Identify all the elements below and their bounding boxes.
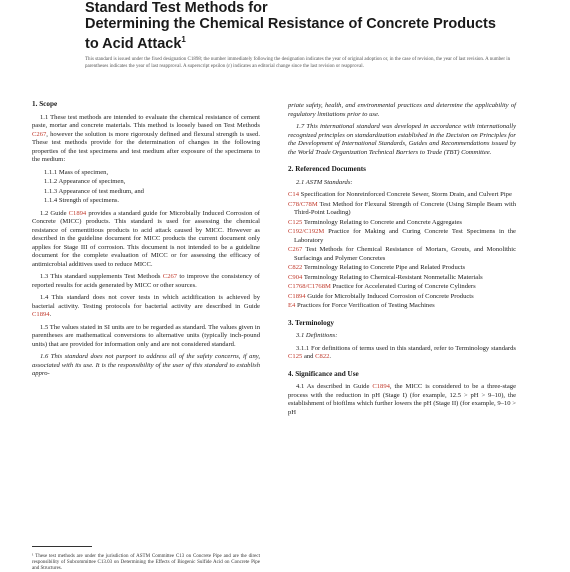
reference-item — [288, 274, 516, 283]
section-significance-heading: 4. Significance and Use — [288, 369, 359, 378]
reference-title: Practice for Accelerated Curing of Concrete Cylinders — [330, 283, 476, 290]
reference-item — [288, 264, 516, 273]
para-4-1: 4.1 As described in Guide C1894, the MICC is considered to be a three-stage process with the reduction in pH (Stage I) (for example, 12.5 > pH > 9–10), the establishment of biofilms which further lowers the pH (Stage II) (for example, 9–10 > pH — [288, 383, 517, 416]
para-1-2: 1.2 Guide C1894 provides a standard guide for Microbially Induced Corrosion of Concrete (MICC) products. This standard is used for assessing the chemical resistance of cementitious products to acid attack caused by MICC. However as described in the guideline document for MICC products the current document only applies for Stage III of corrosion. This document is not intended to be a guideline document for the complete evaluation of MICC or for assessing the efficacy of antimicrobial additives used to reduce MICC. — [32, 209, 260, 268]
title-line-2: Determining the Chemical Resistance of Concrete Products — [85, 16, 496, 32]
para-1-1: 1.1 These test methods are intended to evaluate the chemical resistance of cement paste, mortar and concrete materials. This method is loosely based on Test Methods C267, however the solution is more rigorously defined and flexural strength is used. These test methods provide for the determination of changes in the following properties of the test specimens and test medium after exposure of the specimens to the medium: — [32, 113, 260, 163]
reference-code-link[interactable]: C192/C192M — [288, 228, 325, 235]
list-item: 1.1.3 Appearance of test medium, and — [44, 187, 144, 195]
reference-code-link[interactable]: C904 — [288, 273, 303, 281]
reference-title: Practice for Making and Curing Concrete Test Specimens in the Laboratory — [294, 228, 516, 244]
reference-code-link[interactable]: C267 — [288, 246, 303, 253]
para-continued: priate safety, health, and environmental practices and determine the applicability of regulatory limitations prior to use. — [288, 102, 516, 118]
reference-item — [288, 228, 516, 245]
list-item: 1.1.2 Appearance of specimen, — [44, 178, 126, 185]
reference-title: Guide for Microbially Induced Corrosion of Concrete Products — [305, 292, 474, 300]
section-scope-heading: 1. Scope — [32, 100, 58, 108]
para-1-5: 1.5 The values stated in SI units are to be regarded as standard. The values given in parentheses are mathematical conversions to alternative units (typically inch-pound units) that are provided for information only and are not considered standard. — [32, 323, 260, 348]
para-1-3: 1.3 This standard supplements Test Methods C267 to improve the consistency of reported results for acids generated by MICC or other sources. — [32, 273, 261, 289]
reference-item — [288, 191, 516, 200]
reference-title: Test Method for Flexural Strength of Concrete (Using Simple Beam with Third-Point Loading) — [294, 200, 516, 216]
section-terminology-heading: 3. Terminology — [288, 318, 334, 327]
reference-item — [288, 246, 516, 263]
link-c267[interactable]: C267 — [162, 273, 178, 280]
para-2-1: 2.1 ASTM Standards: — [296, 178, 353, 186]
section-references-heading: 2. Referenced Documents — [288, 165, 366, 173]
footnote-divider — [32, 546, 92, 547]
para-3-1-1: 3.1.1 For definitions of terms used in this standard, refer to Terminology standards C125 and C822. — [288, 344, 516, 360]
reference-title: Specification for Nonreinforced Concrete Sewer, Storm Drain, and Culvert Pipe — [299, 191, 512, 198]
reference-item — [288, 283, 516, 292]
link-c267[interactable]: C267 — [32, 130, 47, 138]
para-3-1: 3.1 Definitions: — [296, 332, 338, 339]
link-c822[interactable]: C822 — [315, 353, 330, 360]
para-1-7: 1.7 This international standard was developed in accordance with internationally recognized principles on standardization established in the Decision on Principles for the Development of International Standards, Guides and Recommendations issued by the World Trade Organization Technical Barriers to Trade (TBT) Committee. — [288, 123, 516, 156]
link-c1894[interactable]: C1894 — [372, 383, 390, 390]
reference-list — [288, 191, 516, 311]
para-1-6: 1.6 This standard does not purport to address all of the safety concerns, if any, associated with its use. It is the responsibility of the user of this standard to establish appro- — [32, 353, 260, 377]
right-column — [288, 102, 516, 421]
title-line-1: Standard Test Methods for — [85, 0, 268, 16]
list-item: 1.1.4 Strength of specimens. — [44, 197, 120, 204]
reference-code-link[interactable]: E4 — [288, 302, 296, 309]
reference-title: Terminology Relating to Concrete and Concrete Aggregates — [302, 218, 462, 226]
reference-code-link[interactable]: C78/C78M — [288, 200, 318, 208]
reference-title: Practices for Force Verification of Testing Machines — [295, 302, 435, 309]
reference-title: Test Methods for Chemical Resistance of Mortars, Grouts, and Monolithic Surfacings and Polymer Concretes — [294, 246, 516, 262]
designation-notice: This standard is issued under the fixed designation C1898; the number immediately following the designation indicates the year of original adoption or, in the case of revision, the year of last revision. A number in parentheses indicates the year of last reapproval. A superscript epsilon (ε) indicates an editorial change since the last revision or reapproval. — [85, 57, 511, 69]
reference-title: Terminology Relating to Concrete Pipe and Related Products — [302, 264, 466, 271]
list-item: 1.1.1 Mass of specimen, — [44, 168, 109, 176]
para-1-4: 1.4 This standard does not cover tests in which acidification is achieved by bacterial activity. Testing protocols for bacterial activity are described in Guide C1894. — [32, 294, 260, 318]
reference-item — [288, 293, 516, 302]
reference-code-link[interactable]: C1894 — [288, 292, 306, 300]
title-line-3: to Acid Attack$^1$ — [85, 35, 186, 52]
reference-code-link[interactable]: C1768/C1768M — [288, 283, 331, 290]
title-footnote-mark: 1 — [181, 35, 186, 44]
link-c125[interactable]: C125 — [288, 353, 303, 360]
left-column — [32, 100, 260, 383]
document-title — [85, 0, 525, 52]
reference-code-link[interactable]: C822 — [288, 264, 303, 271]
reference-code-link[interactable]: C14 — [288, 191, 299, 198]
link-c1894[interactable]: C1894 — [68, 209, 87, 217]
footnote-1: ¹ These test methods are under the jurisdiction of ASTM Committee C13 on Concrete Pipe and are the direct responsibility of Subcommittee C13.03 on Determining the Effects of Biogenic Sulfide Acid on Concrete Pipe and Structures. — [32, 554, 260, 571]
reference-title: Terminology Relating to Chemical-Resistant Nonmetallic Materials — [302, 273, 483, 281]
reference-item — [288, 219, 516, 228]
link-c1894[interactable]: C1894 — [32, 311, 50, 318]
reference-item — [288, 201, 516, 218]
reference-item — [288, 302, 516, 311]
reference-code-link[interactable]: C125 — [288, 218, 303, 226]
